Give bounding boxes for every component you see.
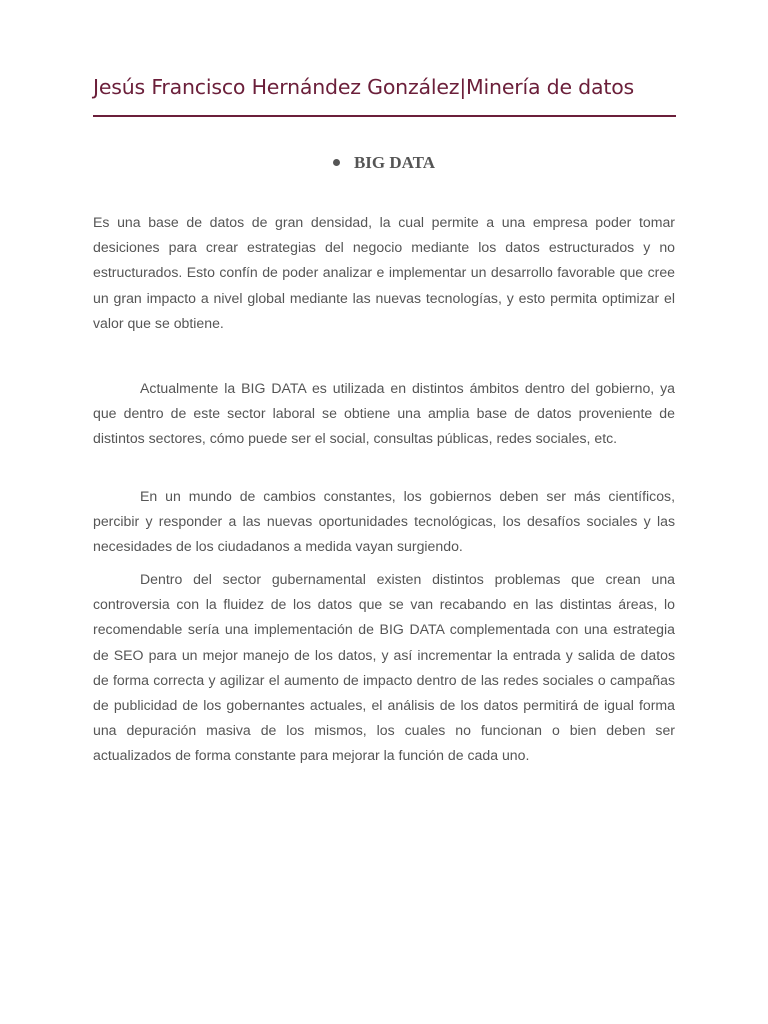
page-title: Jesús Francisco Hernández González|Minería de datos bbox=[93, 75, 635, 99]
section-heading bbox=[0, 150, 768, 176]
paragraph-government-sector: Dentro del sector gubernamental existen distintos problemas que crean una controversia con la fluidez de los datos que se van recabando en las distintas áreas, lo recomendable sería una implementación de BIG DATA complementada con una estrategia de SEO para un mejor manejo de los datos, y así incrementar la entrada y salida de datos de forma correcta y agilizar el aumento de impacto dentro de las redes sociales o campañas de publicidad de los gobernantes actuales, el análisis de los datos permitirá de igual forma una depuración masiva de los mismos, los cuales no funcionan o bien deben ser actualizados de forma constante para mejorar la función de cada uno. bbox=[93, 571, 675, 764]
header-divider bbox=[93, 115, 676, 117]
paragraph-definition: Es una base de datos de gran densidad, la cual permite a una empresa poder tomar desiciones para crear estrategias del negocio mediante los datos estructurados y no estructurados. Esto confín de poder analizar e implementar un desarrollo favorable que cree un gran impacto a nivel global mediante las nuevas tecnologías, y esto permita optimizar el valor que se obtiene. bbox=[93, 214, 675, 331]
paragraph-government-usage: Actualmente la BIG DATA es utilizada en distintos ámbitos dentro del gobierno, ya que dentro de este sector laboral se obtiene una amplia base de datos proveniente de distintos sectores, cómo puede ser el social, consultas públicas, redes sociales, etc. bbox=[93, 380, 675, 447]
paragraph-changing-world: En un mundo de cambios constantes, los gobiernos deben ser más científicos, percibir y responder a las nuevas oportunidades tecnológicas, los desafíos sociales y las necesidades de los ciudadanos a medida vayan surgiendo. bbox=[93, 488, 675, 555]
section-heading-text: BIG DATA bbox=[353, 153, 436, 172]
bullet-icon bbox=[333, 159, 340, 166]
